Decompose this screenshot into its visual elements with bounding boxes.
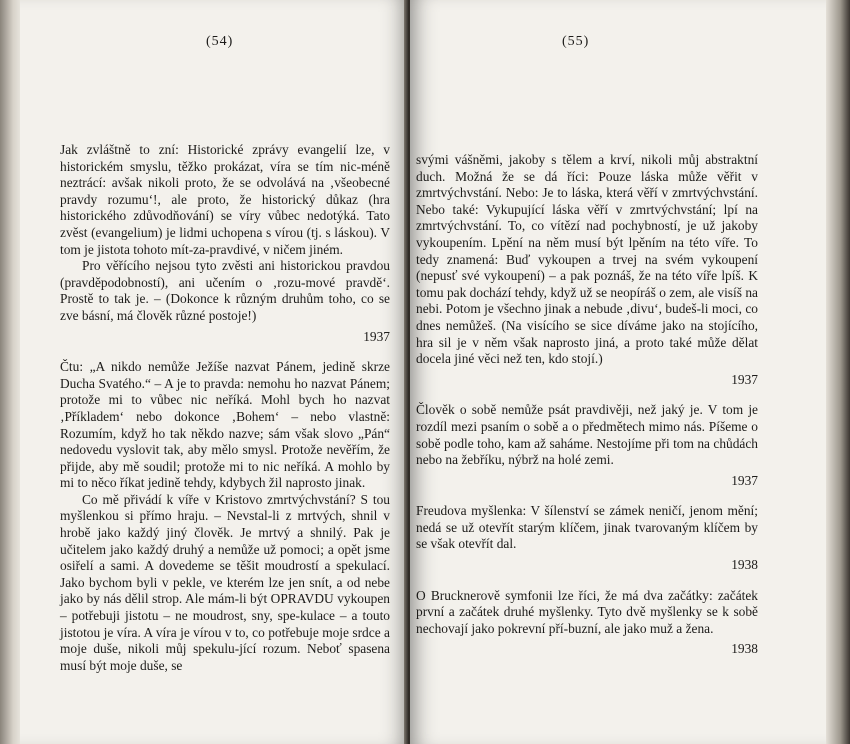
entry	[416, 503, 758, 573]
page-number-right: (55)	[562, 34, 590, 49]
entry-year: 1937	[363, 328, 390, 344]
page-number-left: (54)	[206, 34, 234, 49]
entry	[416, 402, 758, 489]
page-edges-left	[0, 0, 22, 744]
entry-year: 1937	[731, 371, 758, 387]
entry	[60, 142, 390, 345]
left-page-text	[60, 142, 390, 688]
paragraph: O Brucknerově symfonii lze říci, že má dva začátky: začátek první a začátek druhé myšlenky. Tyto dvě myšlenky se k sobě nechovají jako pokrevní pří-buzní, ale jako muž a žena.	[416, 587, 758, 636]
paragraph: Co mě přivádí k víře v Kristovo zmrtvýchvstání? S tou myšlenkou si přímo hraju. – Nevstal-li z mrtvých, shnil v hrobě jako každý jiný člověk. Je mrtvý a shnilý. Pak je učitelem jako každý druhý a nemůže už pomoci; a opět jsme osiřelí a sami. A dovedeme se těšit moudrostí a spekulací. Jako bychom byli v pekle, ve kterém lze jen snít, a od nebe jako by nás dělil strop. Ale mám-li být OPRAVDU vykoupen – potřebuji jistotu – ne moudrost, sny, spe-kulace – a touto jistotou je víra. A víra je vírou v to, co potřebuje moje srdce a moje duše, nikoli můj spekulu-jící rozum. Neboť spasena musí být moje duše, se	[60, 491, 390, 673]
right-page-text	[416, 152, 758, 672]
entry-year: 1938	[731, 641, 758, 657]
entry-year: 1938	[731, 557, 758, 573]
entry	[416, 588, 758, 658]
paragraph: Čtu: „A nikdo nemůže Ježíše nazvat Pánem, jedině skrze Ducha Svatého.“ – A je to pravda: nemohu ho nazvat Pánem; protože mi to vůbec nic neříká. Mohl bych ho nazvat ‚Příkladem‘ nebo dokonce ‚Bohem‘ – nebo vlastně: Rozumím, když ho tak někdo nazve; sám však slovo „Pán“ nedovedu vyslovit tak, aby mělo smysl. Protože nevěřím, že přijde, aby mě soudil; protože mi to nic neříká. A mohlo by mi to něco říkat jedině tehdy, kdybych žil naprosto jinak.	[60, 359, 390, 491]
paragraph: Člověk o sobě nemůže psát pravdivěji, než jaký je. V tom je rozdíl mezi psaním o sobě a o předmětech mimo nás. Píšeme o sobě podle toho, kam až saháme. Nestojíme při tom na chůdách nebo na žebříku, nýbrž na holé zemi.	[416, 402, 758, 468]
paragraph: Freudova myšlenka: V šílenství se zámek neničí, jenom mění; nedá se už otevřít starým klíčem, jinak tvarovaným klíčem by se však otevřít dal.	[416, 503, 758, 552]
left-page	[20, 0, 408, 744]
paragraph: svými vášněmi, jakoby s tělem a krví, nikoli můj abstraktní duch. Možná že se dá říci: Pouze láska může věřit v zmrtvýchvstání. Nebo: Je to láska, která věří v zmrtvýchvstání. Nebo také: Vykupující láska věří v zmrtvýchvstání; lpí na zmrtvýchvstání. To, co vítězí nad pochybností, je už jakoby vykoupením. Lpění na něm musí být lpěním na této víře. To tedy znamená: Buď vykoupen a trvej na svém vykoupení (nepusť své vykoupení) – a pak poznáš, že na této víře lpíš. K tomu pak dochází tehdy, když už se neopíráš o zem, ale visíš na nebi. Potom je všechno jinak a nebude ‚divu‘, budeš-li moci, co dnes nemůžeš. (Na visícího se sice díváme jako na stojícího, hra sil je v něm však naprosto jiná, a proto také může dělat docela jiné věci než ten, kdo stojí.)	[416, 152, 758, 367]
page-edges-right	[826, 0, 850, 744]
paragraph: Jak zvláštně to zní: Historické zprávy evangelií lze, v historickém smyslu, těžko prokázat, víra se tím nic-méně neztrácí: avšak nikoli proto, že se odvolává na ‚všeobecné pravdy rozumu‘!, ale proto, že historický důkaz (hra historického zdůvodňování) se víry vůbec nedotýká. Tato zvěst (evangelium) je lidmi uchopena s vírou (tj. s láskou). V tom je jistota tohoto mít-za-pravdivé, v ničem jiném.	[60, 142, 390, 257]
paragraph: Pro věřícího nejsou tyto zvěsti ani historickou pravdou (pravděpodobností), ani učením o ‚rozu-mové pravdě‘. Prostě to tak je. – (Dokonce k různým druhům toho, co se zve básní, má člověk různé postoje!)	[60, 258, 390, 323]
entry	[416, 152, 758, 388]
right-page	[410, 0, 828, 744]
entry-year: 1937	[731, 472, 758, 488]
entry	[60, 359, 390, 674]
